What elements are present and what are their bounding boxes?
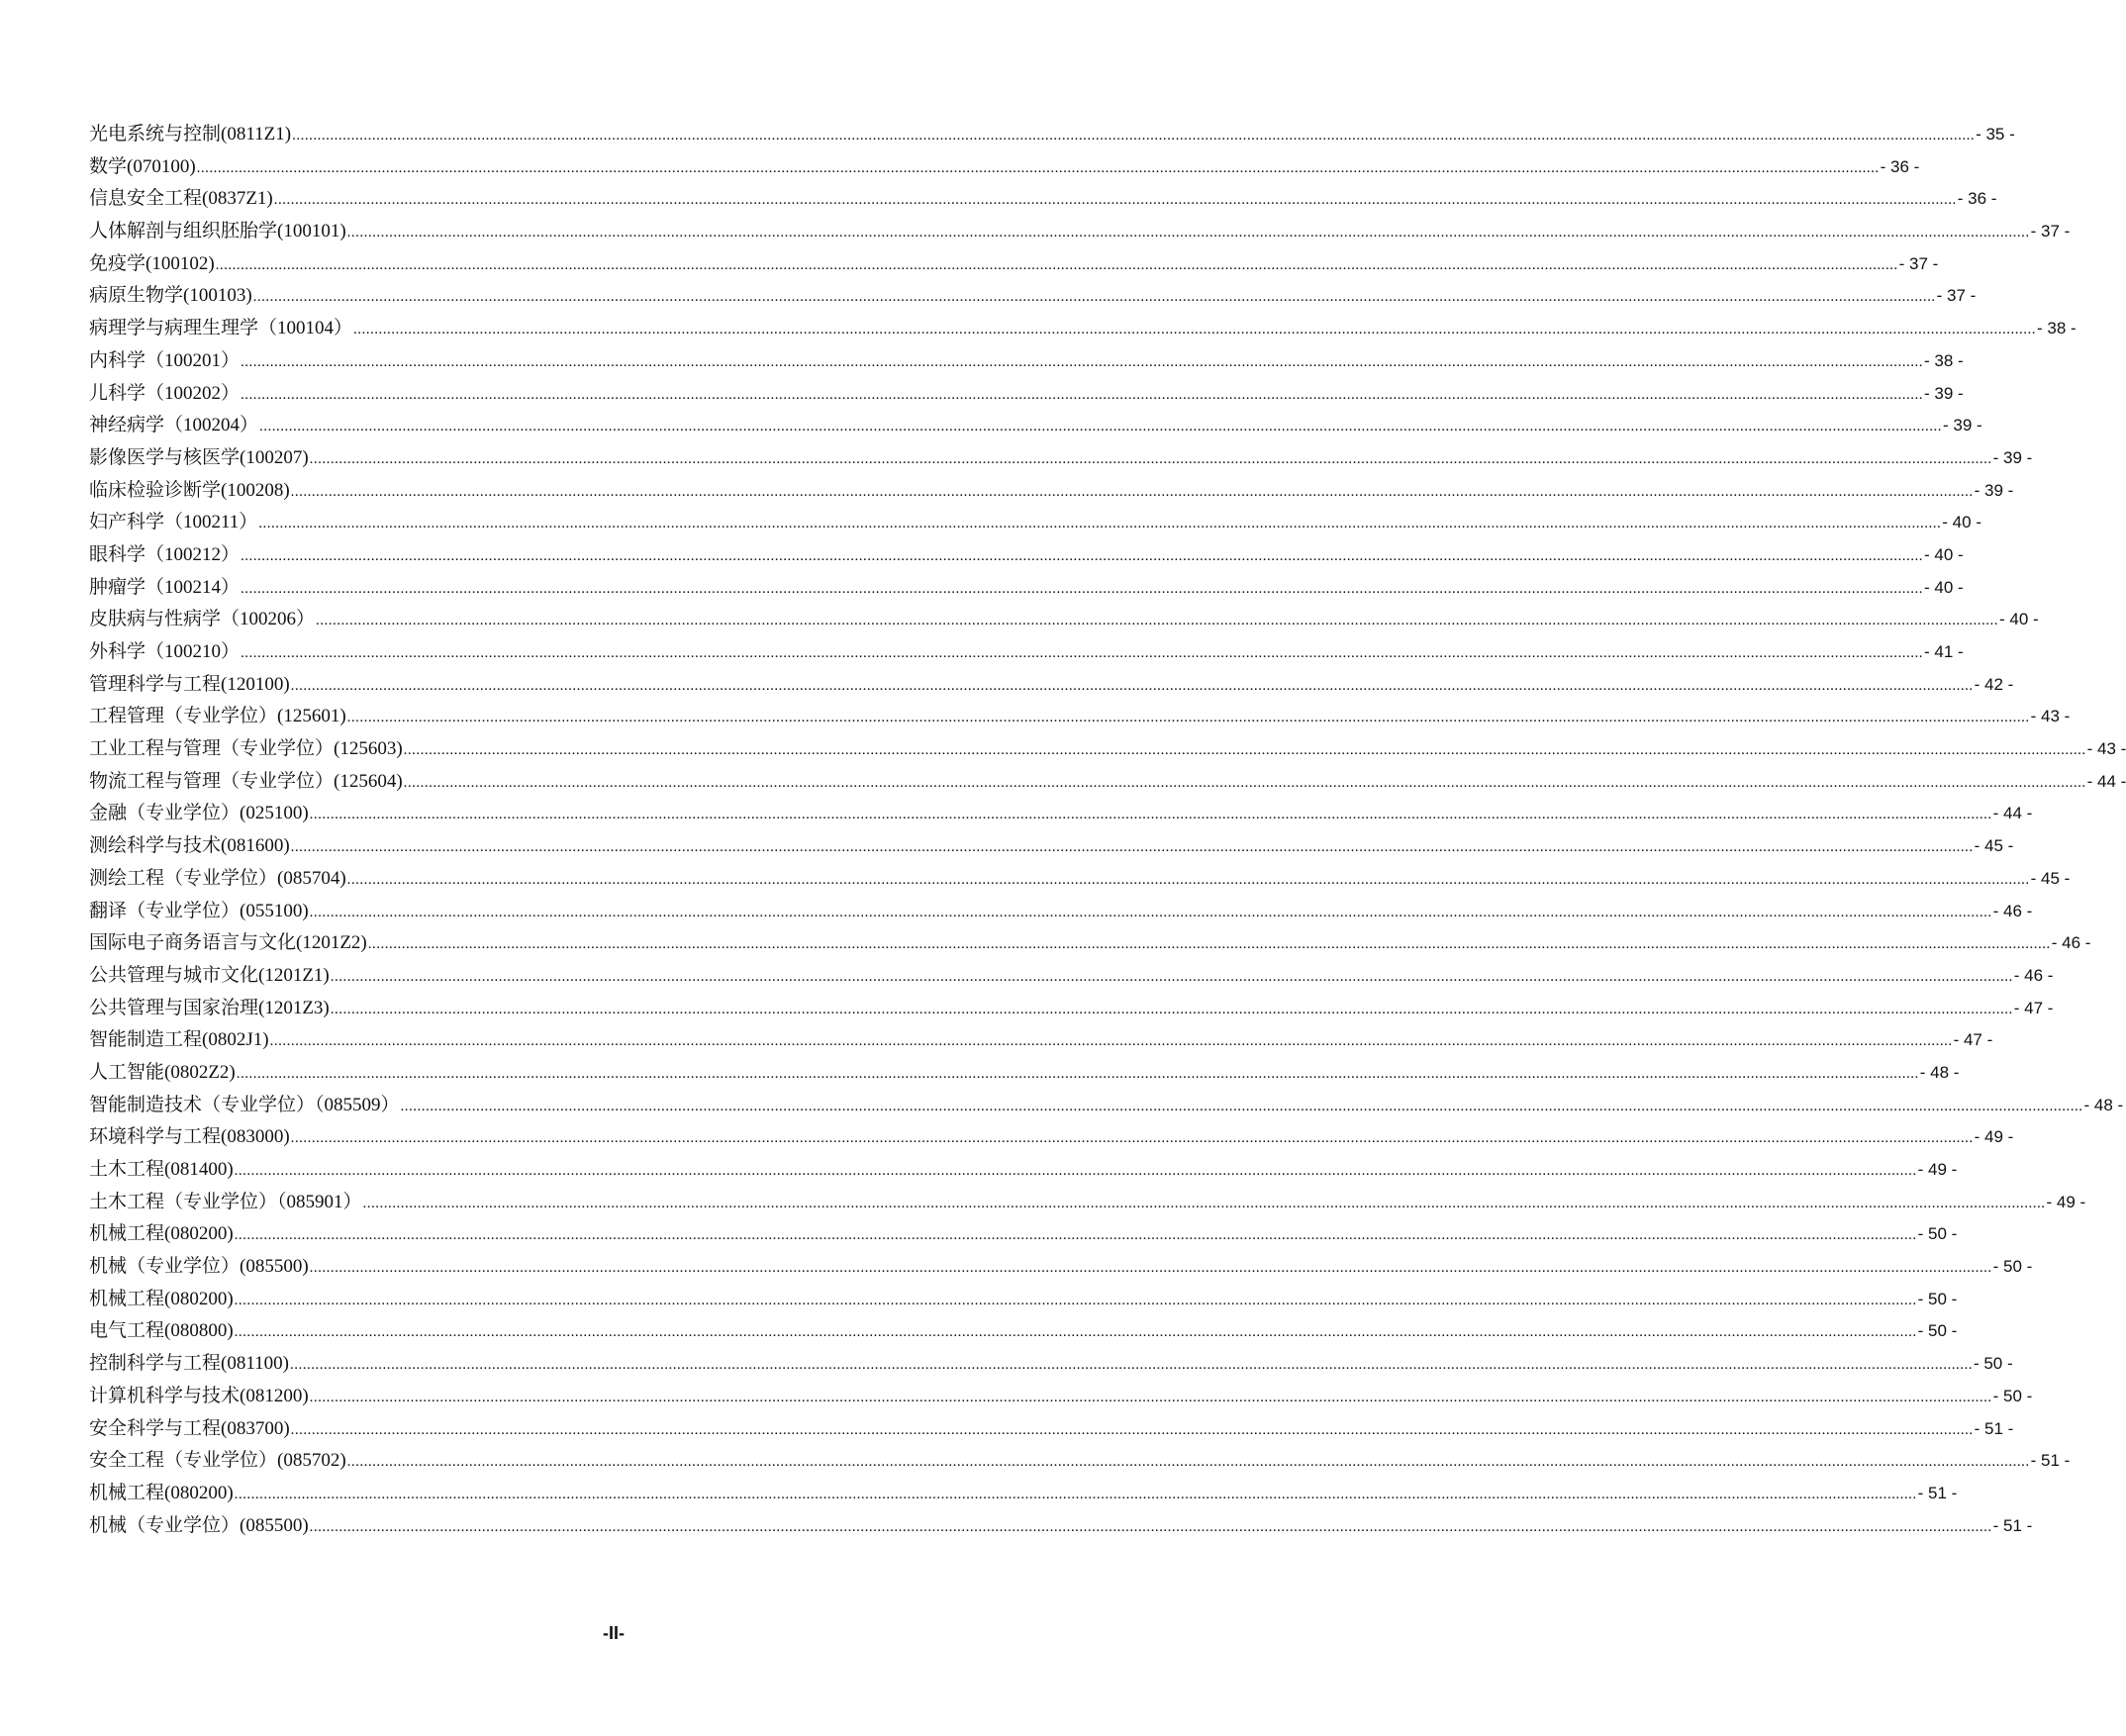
toc-entry-page: - 50 -: [1973, 1354, 2013, 1374]
toc-entry-page: - 37 -: [1898, 253, 1939, 273]
toc-entry-page: - 50 -: [1917, 1224, 1958, 1244]
toc-entry-page: - 40 -: [1924, 577, 1964, 597]
toc-entry-page: - 48 -: [2083, 1095, 2124, 1114]
dot-leader: ................................................................................................................................................................................................................................................................................................................................................................................................................: [215, 256, 1898, 273]
toc-entry[interactable]: [89, 830, 2014, 863]
toc-entry-title: 工程管理（专业学位）(125601): [89, 706, 346, 727]
toc-entry[interactable]: [89, 766, 2126, 799]
dot-leader: ................................................................................................................................................................................................................................................................................................................................................................................................................: [234, 1227, 1917, 1244]
toc-entry-title: 机械工程(080200): [89, 1223, 234, 1245]
dot-leader: ................................................................................................................................................................................................................................................................................................................................................................................................................: [400, 1098, 2083, 1114]
toc-entry-page: - 50 -: [1917, 1289, 1958, 1308]
toc-entry-title: 土木工程(081400): [89, 1159, 234, 1180]
toc-entry[interactable]: [89, 1187, 2086, 1219]
toc-entry-page: - 50 -: [1992, 1257, 2033, 1277]
dot-leader: ................................................................................................................................................................................................................................................................................................................................................................................................................: [258, 516, 1942, 532]
toc-entry-page: - 38 -: [2037, 319, 2077, 338]
toc-entry-title: 机械工程(080200): [89, 1482, 234, 1503]
toc-entry-title: 国际电子商务语言与文化(1201Z2): [89, 932, 367, 954]
toc-entry-title: 土木工程（专业学位）（085901）: [89, 1191, 362, 1212]
toc-entry-title: 安全科学与工程(083700): [89, 1417, 290, 1439]
toc-entry[interactable]: [89, 345, 1964, 378]
toc-entry[interactable]: [89, 1445, 2071, 1478]
dot-leader: ................................................................................................................................................................................................................................................................................................................................................................................................................: [289, 1357, 1973, 1374]
toc-entry[interactable]: [89, 604, 2039, 636]
dot-leader: ................................................................................................................................................................................................................................................................................................................................................................................................................: [292, 128, 1976, 144]
dot-leader: ................................................................................................................................................................................................................................................................................................................................................................................................................: [290, 677, 1974, 694]
toc-entry[interactable]: [89, 248, 1939, 281]
toc-entry[interactable]: [89, 701, 2071, 733]
toc-entry-title: 外科学（100210）: [89, 641, 241, 662]
toc-entry[interactable]: [89, 863, 2071, 896]
toc-entry-page: - 37 -: [1936, 286, 1977, 306]
dot-leader: ................................................................................................................................................................................................................................................................................................................................................................................................................: [196, 159, 1880, 176]
toc-entry-page: - 35 -: [1976, 125, 2015, 144]
toc-entry-page: - 39 -: [1943, 416, 1982, 435]
toc-entry-page: - 38 -: [1924, 350, 1964, 370]
dot-leader: ................................................................................................................................................................................................................................................................................................................................................................................................................: [346, 1454, 2030, 1471]
toc-entry-page: - 39 -: [1974, 480, 2014, 500]
toc-entry[interactable]: [89, 216, 2071, 248]
dot-leader: ................................................................................................................................................................................................................................................................................................................................................................................................................: [234, 1163, 1917, 1179]
toc-entry[interactable]: [89, 151, 1920, 184]
toc-entry[interactable]: [89, 410, 1982, 442]
dot-leader: ................................................................................................................................................................................................................................................................................................................................................................................................................: [330, 968, 2013, 985]
toc-entry-title: 工业工程与管理（专业学位）(125603): [89, 738, 403, 760]
toc-entry[interactable]: [89, 119, 2015, 151]
dot-leader: ................................................................................................................................................................................................................................................................................................................................................................................................................: [309, 1518, 1992, 1535]
toc-entry-page: - 45 -: [1974, 836, 2014, 856]
dot-leader: ................................................................................................................................................................................................................................................................................................................................................................................................................: [241, 580, 1924, 597]
toc-entry-page: - 51 -: [2030, 1451, 2071, 1471]
toc-entry-page: - 44 -: [2086, 771, 2126, 791]
toc-entry[interactable]: [89, 669, 2014, 702]
toc-entry[interactable]: [89, 636, 1964, 669]
toc-entry[interactable]: [89, 1413, 2014, 1446]
dot-leader: ................................................................................................................................................................................................................................................................................................................................................................................................................: [234, 1324, 1917, 1341]
toc-entry[interactable]: [89, 1284, 1958, 1316]
dot-leader: ................................................................................................................................................................................................................................................................................................................................................................................................................: [234, 1486, 1917, 1502]
toc-entry-title: 计算机科学与技术(081200): [89, 1385, 309, 1406]
toc-entry-page: - 50 -: [1917, 1321, 1958, 1341]
toc-entry-title: 信息安全工程(0837Z1): [89, 188, 273, 210]
toc-entry-page: - 46 -: [2013, 965, 2054, 985]
dot-leader: ................................................................................................................................................................................................................................................................................................................................................................................................................: [309, 1389, 1992, 1405]
toc-entry-page: - 49 -: [1974, 1127, 2014, 1147]
toc-entry-page: - 51 -: [1917, 1483, 1958, 1502]
toc-entry[interactable]: [89, 1381, 2033, 1413]
toc-entry-page: - 48 -: [1919, 1062, 1960, 1082]
toc-entry-page: - 37 -: [2030, 222, 2071, 241]
toc-entry-title: 机械工程(080200): [89, 1288, 234, 1309]
toc-entry-page: - 46 -: [1992, 901, 2033, 920]
dot-leader: ................................................................................................................................................................................................................................................................................................................................................................................................................: [290, 1421, 1974, 1438]
dot-leader: ................................................................................................................................................................................................................................................................................................................................................................................................................: [309, 1260, 1992, 1277]
toc-entry-title: 环境科学与工程(083000): [89, 1126, 290, 1148]
dot-leader: ................................................................................................................................................................................................................................................................................................................................................................................................................: [309, 904, 1992, 920]
toc-entry-title: 病原生物学(100103): [89, 285, 252, 307]
toc-entry-page: - 36 -: [1880, 156, 1920, 176]
toc-entry-title: 病理学与病理生理学（100104）: [89, 318, 353, 339]
dot-leader: ................................................................................................................................................................................................................................................................................................................................................................................................................: [236, 1065, 1919, 1082]
dot-leader: ................................................................................................................................................................................................................................................................................................................................................................................................................: [353, 322, 2037, 338]
toc-entry-page: - 43 -: [2086, 739, 2126, 759]
toc-entry[interactable]: [89, 1348, 2013, 1381]
dot-leader: ................................................................................................................................................................................................................................................................................................................................................................................................................: [367, 936, 2051, 953]
toc-entry-title: 智能制造技术（专业学位）（085509）: [89, 1094, 400, 1115]
toc-entry-title: 人工智能(0802Z2): [89, 1061, 236, 1083]
dot-leader: ................................................................................................................................................................................................................................................................................................................................................................................................................: [316, 613, 1999, 629]
toc-entry-title: 测绘工程（专业学位）(085704): [89, 867, 346, 889]
toc-entry[interactable]: [89, 1251, 2033, 1284]
dot-leader: ................................................................................................................................................................................................................................................................................................................................................................................................................: [241, 386, 1924, 403]
dot-leader: ................................................................................................................................................................................................................................................................................................................................................................................................................: [273, 192, 1957, 209]
toc-entry-title: 妇产科学（100211）: [89, 512, 258, 533]
dot-leader: ................................................................................................................................................................................................................................................................................................................................................................................................................: [290, 839, 1974, 856]
dot-leader: ................................................................................................................................................................................................................................................................................................................................................................................................................: [241, 547, 1924, 564]
dot-leader: ................................................................................................................................................................................................................................................................................................................................................................................................................: [290, 1130, 1974, 1147]
dot-leader: ................................................................................................................................................................................................................................................................................................................................................................................................................: [259, 419, 1943, 435]
toc-entry[interactable]: [89, 1315, 1958, 1348]
toc-entry-title: 电气工程(080800): [89, 1320, 234, 1342]
toc-entry-page: - 45 -: [2030, 868, 2071, 888]
toc-entry-title: 翻译（专业学位）(055100): [89, 900, 309, 921]
toc-entry[interactable]: [89, 280, 1977, 313]
toc-entry[interactable]: [89, 313, 2077, 345]
toc-entry-title: 智能制造工程(0802J1): [89, 1029, 269, 1051]
toc-entry[interactable]: [89, 1510, 2033, 1543]
toc-entry[interactable]: [89, 1154, 1958, 1187]
dot-leader: ................................................................................................................................................................................................................................................................................................................................................................................................................: [309, 450, 1992, 467]
toc-entry[interactable]: [89, 475, 2014, 508]
toc-entry[interactable]: [89, 1121, 2014, 1154]
dot-leader: ................................................................................................................................................................................................................................................................................................................................................................................................................: [234, 1292, 1917, 1308]
toc-entry-page: - 40 -: [1942, 513, 1981, 532]
toc-entry-title: 物流工程与管理（专业学位）(125604): [89, 770, 403, 792]
dot-leader: ................................................................................................................................................................................................................................................................................................................................................................................................................: [346, 871, 2030, 888]
dot-leader: ................................................................................................................................................................................................................................................................................................................................................................................................................: [346, 225, 2030, 241]
toc-entry-title: 机械（专业学位）(085500): [89, 1256, 309, 1278]
toc-entry[interactable]: [89, 1478, 1958, 1510]
toc-entry[interactable]: [89, 1218, 1958, 1251]
toc-entry[interactable]: [89, 1057, 1960, 1090]
toc-entry[interactable]: [89, 507, 1981, 539]
toc-entry[interactable]: [89, 733, 2126, 766]
toc-entry-title: 内科学（100201）: [89, 349, 241, 371]
toc-entry-title: 影像医学与核医学(100207): [89, 446, 309, 468]
toc-entry-title: 眼科学（100212）: [89, 543, 241, 565]
toc-entry-title: 安全工程（专业学位）(085702): [89, 1450, 346, 1472]
toc-entry-title: 测绘科学与技术(081600): [89, 835, 290, 857]
dot-leader: ................................................................................................................................................................................................................................................................................................................................................................................................................: [269, 1033, 1953, 1050]
toc-entry[interactable]: [89, 572, 1964, 605]
toc-entry-page: - 49 -: [1917, 1160, 1958, 1179]
toc-entry[interactable]: [89, 378, 1964, 411]
toc-entry-title: 皮肤病与性病学（100206）: [89, 609, 316, 630]
toc-entry-title: 金融（专业学位）(025100): [89, 803, 309, 824]
toc-entry-title: 数学(070100): [89, 155, 196, 177]
toc-entry[interactable]: [89, 183, 1997, 216]
toc-entry[interactable]: [89, 993, 2054, 1025]
toc-entry-title: 控制科学与工程(081100): [89, 1353, 289, 1375]
toc-entry[interactable]: [89, 1090, 2124, 1122]
toc-entry[interactable]: [89, 1024, 1993, 1057]
dot-leader: ................................................................................................................................................................................................................................................................................................................................................................................................................: [252, 289, 1936, 306]
toc-entry-page: - 44 -: [1992, 804, 2033, 823]
toc-entry-page: - 42 -: [1974, 674, 2014, 694]
toc-entry-title: 临床检验诊断学(100208): [89, 479, 290, 501]
toc-entry[interactable]: [89, 539, 1964, 572]
toc-entry[interactable]: [89, 960, 2054, 993]
dot-leader: ................................................................................................................................................................................................................................................................................................................................................................................................................: [346, 710, 2030, 726]
toc-entry-page: - 39 -: [1992, 447, 2033, 467]
toc-entry[interactable]: [89, 927, 2091, 960]
toc-entry-title: 人体解剖与组织胚胎学(100101): [89, 221, 346, 242]
dot-leader: ................................................................................................................................................................................................................................................................................................................................................................................................................: [330, 1001, 2013, 1017]
toc-entry-title: 儿科学（100202）: [89, 382, 241, 404]
dot-leader: ................................................................................................................................................................................................................................................................................................................................................................................................................: [309, 807, 1992, 823]
toc-entry-title: 公共管理与国家治理(1201Z3): [89, 997, 330, 1018]
toc-entry-page: - 41 -: [1924, 642, 1964, 661]
toc-entry-title: 免疫学(100102): [89, 252, 215, 274]
toc-entry-page: - 39 -: [1924, 383, 1964, 403]
table-of-contents: [89, 119, 2126, 1542]
toc-entry-page: - 47 -: [1953, 1030, 1993, 1050]
toc-entry-title: 公共管理与城市文化(1201Z1): [89, 964, 330, 986]
toc-entry-page: - 40 -: [1999, 610, 2039, 629]
dot-leader: ................................................................................................................................................................................................................................................................................................................................................................................................................: [290, 483, 1974, 500]
toc-entry-page: - 50 -: [1992, 1386, 2033, 1405]
toc-entry[interactable]: [89, 896, 2033, 928]
toc-entry-page: - 51 -: [1992, 1515, 2033, 1535]
page-number-footer: -II-: [603, 1623, 625, 1643]
dot-leader: ................................................................................................................................................................................................................................................................................................................................................................................................................: [241, 353, 1924, 370]
toc-entry-title: 管理科学与工程(120100): [89, 673, 290, 695]
toc-entry-page: - 36 -: [1957, 189, 1997, 209]
toc-entry[interactable]: [89, 442, 2033, 475]
toc-entry[interactable]: [89, 798, 2033, 830]
dot-leader: ................................................................................................................................................................................................................................................................................................................................................................................................................: [403, 774, 2086, 791]
toc-entry-title: 光电系统与控制(0811Z1): [89, 124, 292, 145]
toc-entry-page: - 49 -: [2046, 1192, 2086, 1211]
toc-entry-page: - 40 -: [1924, 544, 1964, 564]
toc-entry-title: 机械（专业学位）(085500): [89, 1514, 309, 1536]
toc-entry-page: - 51 -: [1974, 1418, 2014, 1438]
dot-leader: ................................................................................................................................................................................................................................................................................................................................................................................................................: [241, 645, 1924, 661]
toc-entry-title: 神经病学（100204）: [89, 415, 259, 436]
toc-entry-title: 肿瘤学（100214）: [89, 576, 241, 598]
dot-leader: ................................................................................................................................................................................................................................................................................................................................................................................................................: [403, 742, 2086, 759]
toc-entry-page: - 43 -: [2030, 707, 2071, 726]
toc-entry-page: - 47 -: [2013, 998, 2054, 1017]
dot-leader: ................................................................................................................................................................................................................................................................................................................................................................................................................: [362, 1195, 2046, 1211]
toc-entry-page: - 46 -: [2051, 933, 2091, 953]
